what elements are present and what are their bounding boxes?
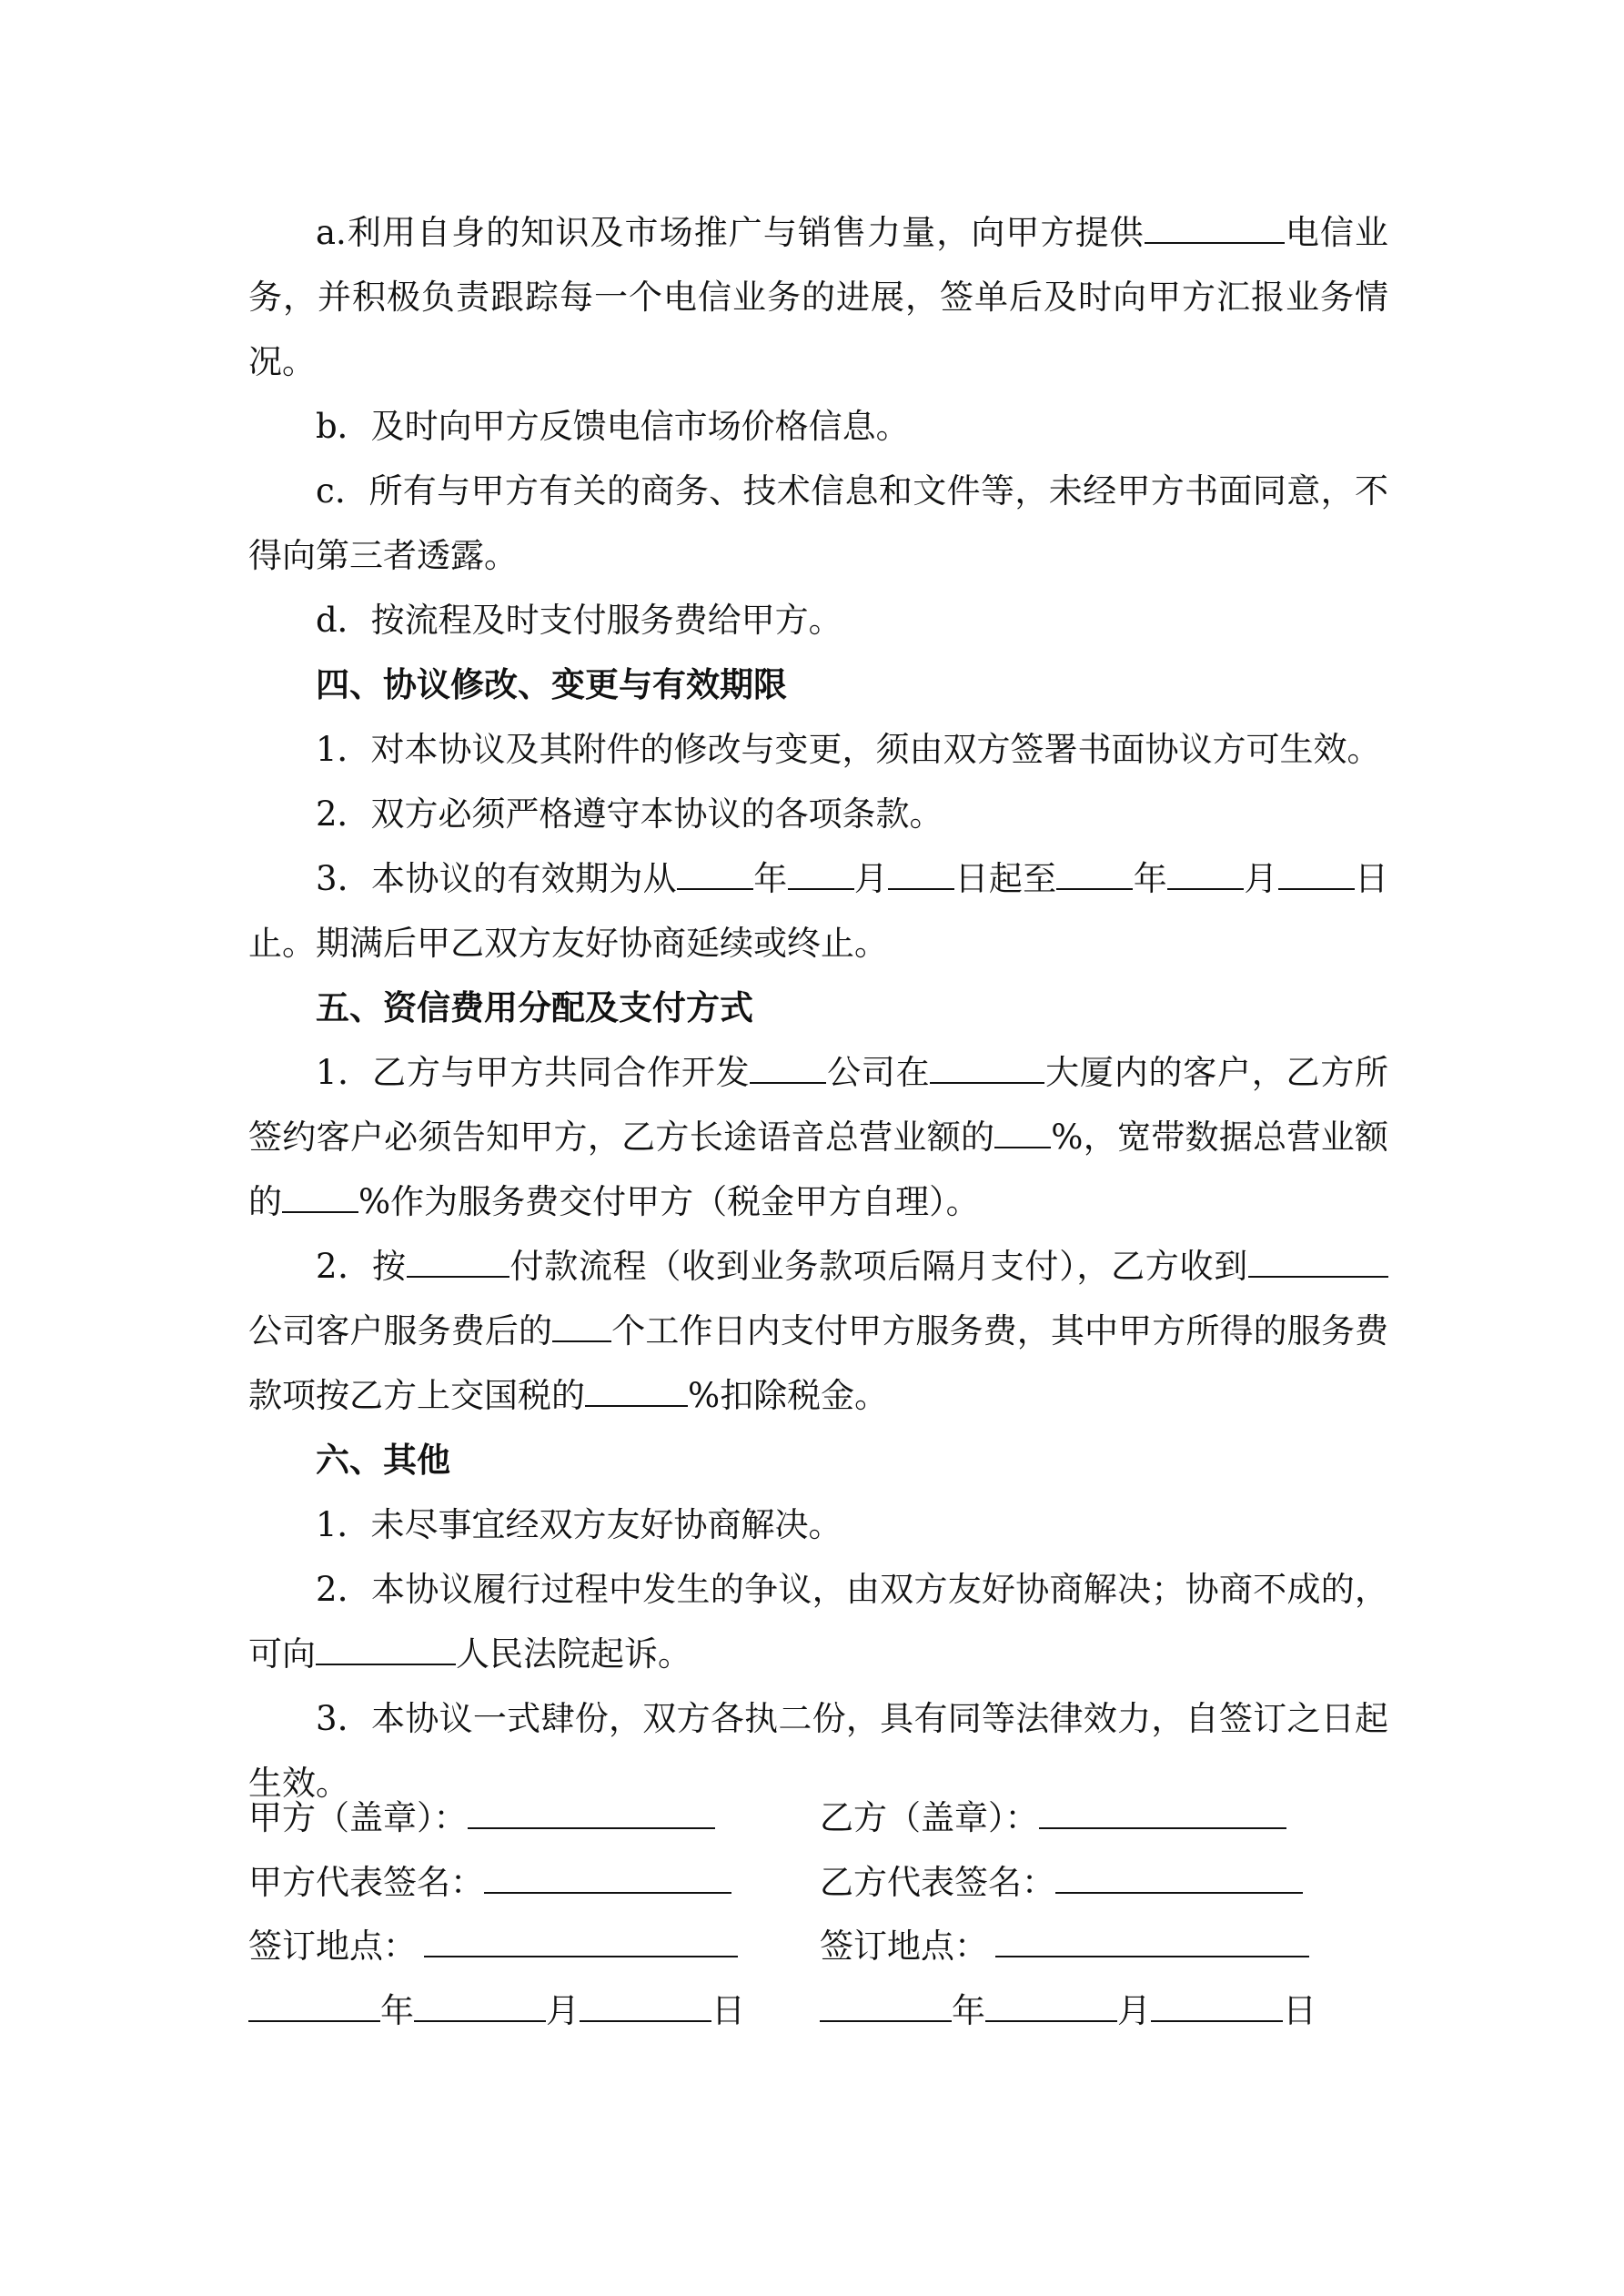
party-a-place (248, 1925, 738, 1967)
blank-field[interactable] (750, 1051, 826, 1084)
clause-3a (248, 200, 1388, 394)
party-a-rep-field[interactable] (484, 1861, 731, 1894)
blank-field[interactable] (930, 1051, 1044, 1084)
text: 2．按 (316, 1247, 407, 1286)
blank-field[interactable] (994, 1116, 1051, 1148)
text: 公司在 (826, 1053, 931, 1092)
text: 人民法院起诉。 (456, 1634, 691, 1674)
year-field[interactable] (248, 1989, 380, 2022)
day-field[interactable] (580, 1989, 711, 2022)
party-a-rep (248, 1861, 731, 1903)
clause-4-3 (248, 846, 1388, 976)
party-b-seal (820, 1796, 1286, 1838)
month-field[interactable] (985, 1989, 1117, 2022)
month-field[interactable] (414, 1989, 546, 2022)
blank-field[interactable] (1278, 857, 1355, 890)
day-field[interactable] (1151, 1989, 1283, 2022)
clause-6-2 (248, 1557, 1388, 1686)
text: 月 (1244, 859, 1278, 898)
label: 甲方（盖章）： (248, 1798, 468, 1837)
clause-5-2 (248, 1234, 1388, 1428)
blank-field[interactable] (677, 857, 753, 890)
blank-field[interactable] (1145, 211, 1285, 244)
party-b-rep (820, 1861, 1303, 1903)
section-4-heading: 四、协议修改、变更与有效期限 (316, 665, 787, 704)
clause-3c: c．所有与甲方有关的商务、技术信息和文件等，未经甲方书面同意，不得向第三者透露。 (248, 471, 1388, 575)
text: 大厦内的客户，乙方所签约客户必须告知甲方，乙方长途语音总营业额的 (248, 1053, 1388, 1157)
text: 付款流程（收到业务款项后隔月支付），乙方收到 (509, 1247, 1248, 1286)
text: 年 (752, 859, 788, 898)
label: 日 (711, 1991, 745, 2030)
clause-4-1: 1．对本协议及其附件的修改与变更，须由双方签署书面协议方可生效。 (316, 730, 1381, 769)
party-b-place-field[interactable] (995, 1925, 1309, 1957)
blank-field[interactable] (585, 1374, 688, 1407)
text: 1．乙方与甲方共同合作开发 (316, 1053, 751, 1092)
label: 月 (1117, 1991, 1151, 2030)
party-a-place-field[interactable] (424, 1925, 738, 1957)
text: 公司客户服务费后的 (248, 1311, 553, 1350)
clause-6-1: 1．未尽事宜经双方友好协商解决。 (316, 1505, 842, 1544)
label: 月 (546, 1991, 580, 2030)
clause-3d: d．按流程及时支付服务费给甲方。 (316, 601, 842, 640)
section-5-heading: 五、资信费用分配及支付方式 (316, 988, 753, 1027)
label: 乙方（盖章）： (820, 1798, 1039, 1837)
blank-field[interactable] (407, 1245, 509, 1278)
party-b-date (820, 1989, 1316, 2031)
text: 电信业务，并积极负责跟踪每一个电信业务的进展，签单后及时向甲方汇报业务情况。 (248, 213, 1388, 381)
text: a.利用自身的知识及市场推广与销售力量，向甲方提供 (316, 213, 1145, 252)
blank-field[interactable] (1056, 857, 1133, 890)
contract-body (248, 200, 1388, 1816)
text: 年 (1133, 859, 1168, 898)
text: %扣除税金。 (688, 1376, 889, 1415)
label: 年 (952, 1991, 985, 2030)
text: 个工作日内支付甲方服务费，其中甲方所得的服务费款项按乙方上交国税的 (248, 1311, 1388, 1415)
party-b-rep-field[interactable] (1055, 1861, 1303, 1894)
party-a-seal (248, 1796, 715, 1838)
label: 乙方代表签名： (820, 1863, 1055, 1902)
blank-field[interactable] (1167, 857, 1244, 890)
blank-field[interactable] (788, 857, 854, 890)
party-b-place (820, 1925, 1309, 1967)
blank-field[interactable] (316, 1633, 456, 1665)
blank-field[interactable] (282, 1180, 358, 1213)
label: 日 (1283, 1991, 1316, 2030)
party-a-seal-field[interactable] (468, 1796, 715, 1829)
text: 日止。期满后甲乙双方友好协商延续或终止。 (248, 859, 1389, 963)
party-a-date (248, 1989, 745, 2031)
text: 日起至 (954, 859, 1057, 898)
party-b-seal-field[interactable] (1039, 1796, 1286, 1829)
text: %，宽带数据总营业额的 (248, 1118, 1388, 1221)
label: 甲方代表签名： (248, 1863, 484, 1902)
blank-field[interactable] (1248, 1245, 1388, 1278)
clause-6-3: 3．本协议一式肆份，双方各执二份，具有同等法律效力，自签订之日起生效。 (248, 1699, 1388, 1803)
clause-5-1 (248, 1040, 1388, 1234)
blank-field[interactable] (888, 857, 954, 890)
clause-3b: b．及时向甲方反馈电信市场价格信息。 (316, 407, 910, 446)
text: %作为服务费交付甲方（税金甲方自理）。 (358, 1182, 980, 1221)
label: 签订地点： (248, 1927, 417, 1966)
text: 月 (853, 859, 889, 898)
blank-field[interactable] (552, 1310, 611, 1342)
label: 年 (380, 1991, 414, 2030)
clause-4-2: 2．双方必须严格遵守本协议的各项条款。 (316, 794, 943, 834)
year-field[interactable] (820, 1989, 952, 2022)
text: 2．本协议履行过程中发生的争议，由双方友好协商解决；协商不成的，可向 (248, 1570, 1388, 1674)
text: 3．本协议的有效期为从 (316, 859, 677, 898)
label: 签订地点： (820, 1927, 988, 1966)
section-6-heading: 六、其他 (316, 1441, 450, 1480)
